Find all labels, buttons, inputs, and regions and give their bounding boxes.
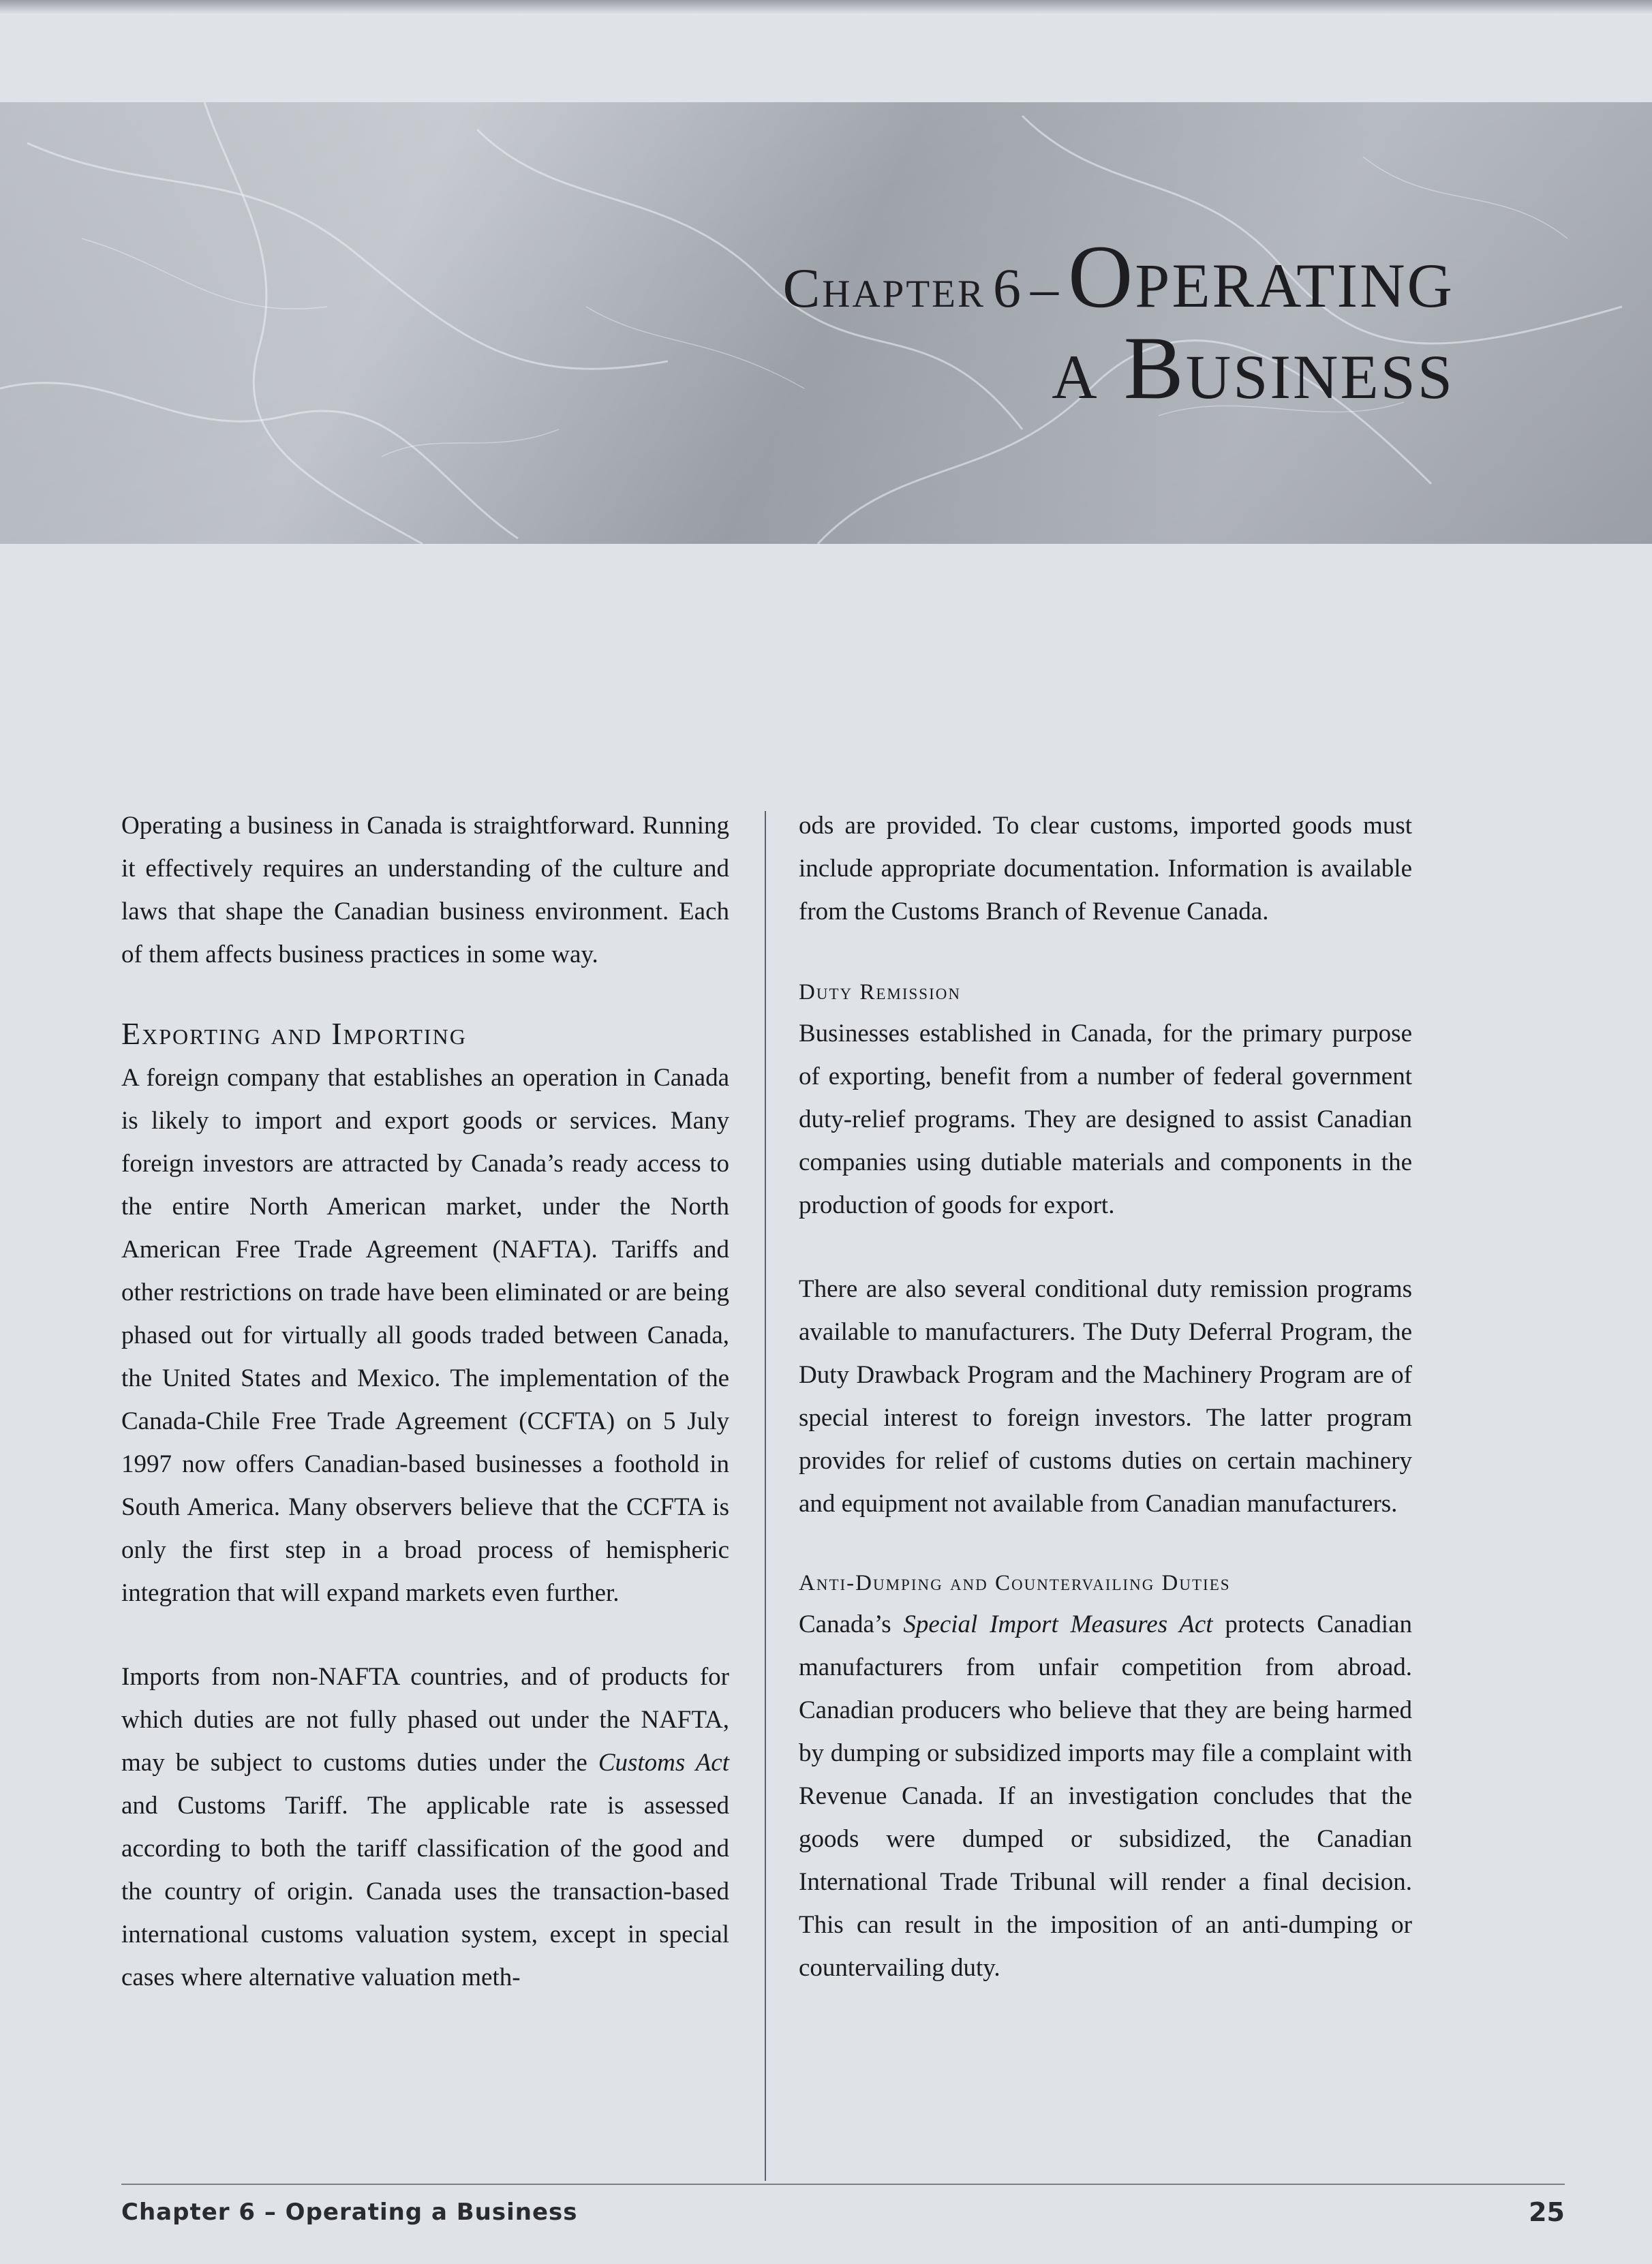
chapter-header-band xyxy=(0,102,1652,544)
anti-dumping-text-1: Canada’s xyxy=(799,1610,904,1638)
section-heading-exporting-importing: Exporting and Importing xyxy=(121,1016,467,1051)
chapter-title xyxy=(782,226,1454,418)
chapter-prefix: Chapter xyxy=(782,257,985,319)
chapter-number: 6 xyxy=(992,257,1023,319)
customs-act-italic: Customs Act xyxy=(598,1749,729,1777)
special-import-measures-act-italic: Special Import Measures Act xyxy=(903,1610,1213,1638)
duty-remission-paragraph-1: Businesses established in Canada, for the primary purpose of exporting, benefit from a number of federal government duty-relief programs. They are designed to assist Canadian companies using dutiable materials and components in the production of goods for export. xyxy=(799,1020,1412,1219)
page-top-edge xyxy=(0,0,1652,15)
exporting-paragraph: A foreign company that establishes an operation in Canada is likely to import and export goods or services. Many foreign investors are attracted by Canada’s ready access to the entire North American market, under the North American Free Trade Agreement (NAFTA). Tariffs and other restrictions on trade have been eliminated or are being phased out for virtually all goods traded between Canada, the United States and Mexico. The implementation of the Canada-Chile Free Trade Agreement (CCFTA) on 5 July 1997 now offers Canadian-based businesses a foothold in South America. Many observers believe that the CCFTA is only the first step in a broad process of hemispheric integration that will expand markets even further. xyxy=(121,1064,729,1607)
intro-paragraph: Operating a business in Canada is straightforward. Running it effectively requires an understanding of the culture and laws that shape the Canadian business environment. Each of them affects business practices in some way. xyxy=(121,812,729,968)
imports-paragraph xyxy=(121,1655,729,1999)
subheading-anti-dumping: Anti-Dumping and Countervailing Duties xyxy=(799,1571,1231,1595)
running-footer-title: Chapter 6 – Operating a Business xyxy=(121,2199,578,2226)
imports-text-2: and Customs Tariff. The applicable rate is assessed according to both the tariff classification of the good and the country of origin. Canada uses the transaction-based international customs valuation system, except in special cases where alternative valuation meth- xyxy=(121,1792,729,1991)
subheading-duty-remission: Duty Remission xyxy=(799,980,961,1005)
title-line-1: Operating xyxy=(1067,226,1454,326)
customs-continuation-paragraph: ods are provided. To clear customs, imported goods must include appropriate documentation. Information is available from the Customs Branch of Revenue Canada. xyxy=(799,812,1412,926)
column-divider xyxy=(765,811,766,2181)
title-line-2: a Business xyxy=(1052,318,1454,418)
title-dash: – xyxy=(1030,257,1060,319)
duty-remission-paragraph-2: There are also several conditional duty remission programs available to manufacturers. The Duty Deferral Program, the Duty Drawback Program and the Machinery Program are of special interest to foreign investors. The latter program provides for relief of customs duties on certain machinery and equipment not available from Canadian manufacturers. xyxy=(799,1275,1412,1518)
footer-rule xyxy=(121,2184,1565,2185)
right-column xyxy=(799,804,1412,1989)
imports-text-1: Imports from non-NAFTA countries, and of products for which duties are not fully phased out under the NAFTA, may be subject to customs duties under the xyxy=(121,1663,729,1777)
page-number: 25 xyxy=(1529,2197,1565,2227)
anti-dumping-text-2: protects Canadian manufacturers from unfair competition from abroad. Canadian producers who believe that they are being harmed by dumping or subsidized imports may file a complaint with Revenue Canada. If an investigation concludes that the goods were dumped or subsidized, the Canadian International Trade Tribunal will render a final decision. This can result in the imposition of an anti-dumping or countervailing duty. xyxy=(799,1610,1413,1982)
anti-dumping-paragraph xyxy=(799,1603,1412,1989)
left-column xyxy=(121,804,729,1999)
